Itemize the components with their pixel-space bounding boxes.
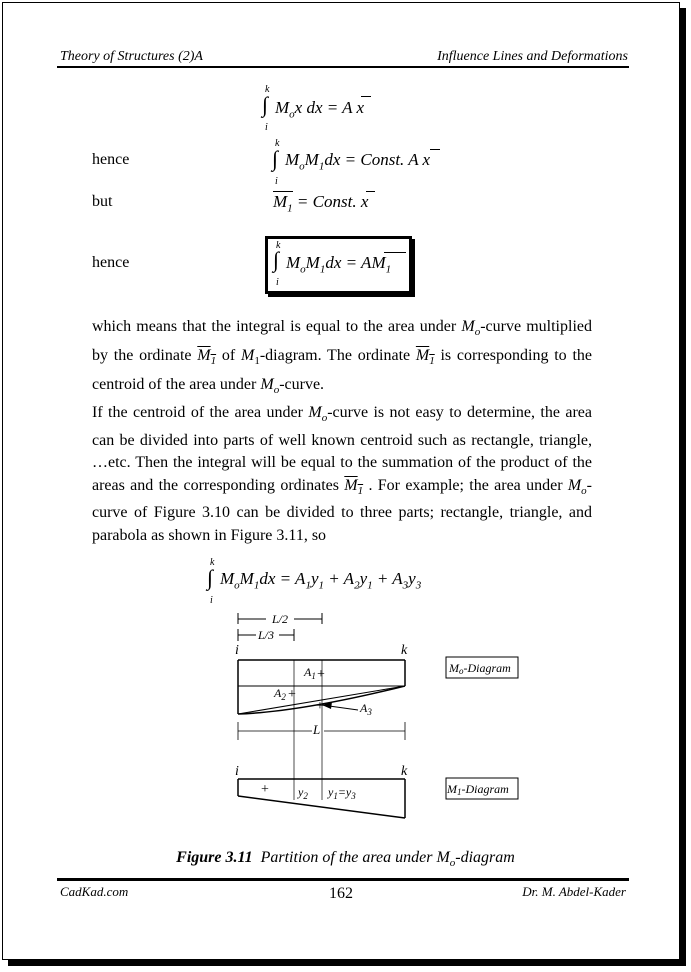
equation-5: k ∫ i $M_oM_1dx = A_1y_1 + A_2y_1 + A_3y_3$ [207, 557, 422, 606]
footer-right: Dr. M. Abdel-Kader [522, 884, 626, 899]
area-3-plus: + [316, 699, 324, 714]
span-label: L [313, 722, 321, 737]
hence-word-2: hence [92, 254, 130, 271]
equation-1: k ∫ i $M_ox$ dx = A x [262, 84, 412, 134]
area-2-plus: + [288, 687, 296, 702]
area-3-label: $A_3$ [360, 701, 372, 717]
dim-third-label: L/3 [258, 628, 275, 642]
header-left: Theory of Structures (2)A [60, 49, 203, 64]
but-word: but [92, 193, 113, 210]
y2-label: $y_2$ [298, 785, 308, 801]
page-number: 162 [329, 885, 353, 902]
paragraph-1: which means that the integral is equal to the area under $M_o$-curve multiplied by the ordinate $M_1$ of $M_1$-diagram. The ordinate $M_1$ is corresponding to the centroid of the area under $M_o$-curve. [92, 318, 592, 397]
mo-end-k: k [401, 643, 408, 658]
equation-2: k ∫ i $M_oM_1dx$ = Const. A x [272, 138, 452, 188]
y1-y3-label: $y_1=y_3$ [328, 785, 356, 801]
m1-end-i: i [235, 764, 239, 779]
equation-3: $M_1$ = Const. x [273, 192, 369, 215]
mo-end-i: i [235, 643, 239, 658]
paragraph-2: If the centroid of the area under $M_o$-curve is not easy to determine, the area can be divided into parts of well known centroid such as rectangle, triangle, …etc. Then the integral will be equal to the summation of the product of the areas and the corresponding ordinates $M_1$ . For example; the area under $M_o$-curve of Figure 3.10 can be divided to three parts; rectangle, triangle, and parabola as shown in Figure 3.11, so [92, 404, 593, 544]
boxed-equation: k ∫ i $M_oM_1dx = AM_1$ [265, 236, 412, 294]
area-2-label: $A_2$ [274, 686, 286, 702]
footer-left: CadKad.com [60, 884, 129, 899]
figure-caption: Figure 3.11 Partition of the area under $M_o$-diagram [176, 849, 515, 870]
hence-word-1: hence [92, 151, 130, 168]
dim-half-label: L/2 [272, 612, 289, 626]
footer-rule [57, 878, 629, 881]
m1-plus: + [261, 782, 269, 797]
area-1-plus: + [317, 667, 325, 682]
mo-diagram-label: Mo-Diagram [449, 661, 511, 676]
m1-end-k: k [401, 764, 408, 779]
area-1-label: $A_1$ [304, 665, 316, 681]
m1-diagram-label: M1-Diagram [447, 782, 509, 797]
header-right: Influence Lines and Deformations [437, 49, 628, 64]
